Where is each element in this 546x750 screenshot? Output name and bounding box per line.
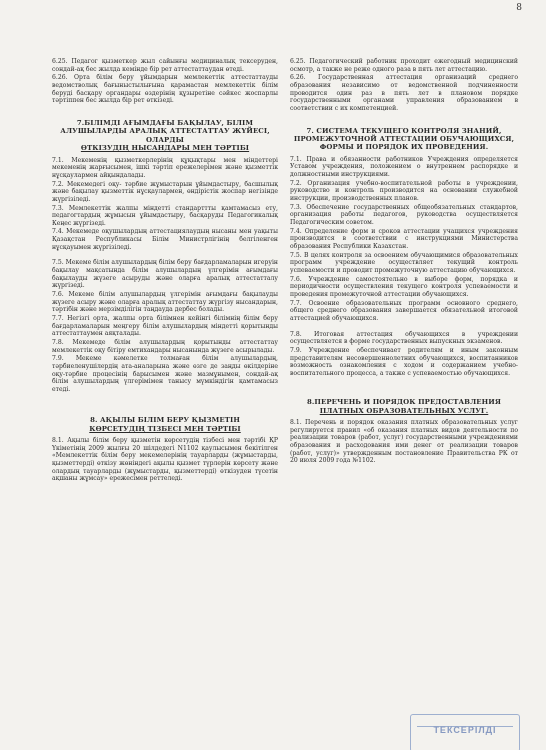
- paragraph: 7.5. В целях контроля за освоением обучающимися образовательных программ учреждение осуществляет текущий контроль успеваемости и проводит промежуточную аттестацию обучающихся.: [290, 251, 518, 274]
- section-heading-underlined: ӨТКІЗУДІҢ НЫСАНДАРЫ МЕН ТӘРТІБІ: [80, 144, 250, 153]
- paragraph: 7.7. Освоение образовательных программ основного среднего, общего среднего образования завершается обязательной итоговой аттестацией обучающихся.: [290, 299, 518, 322]
- section-heading-text: 7.БІЛІМДІ АҒЫМДАҒЫ БАҚЫЛАУ, БІЛІМ АЛУШЫЛАРДЫ АРАЛЫҚ АТТЕСТАТТАУ ЖҮЙЕСІ, ОЛАРДЫ: [60, 118, 270, 144]
- page-number: 8: [516, 3, 522, 13]
- section-heading-underlined: КӨРСЕТУДІҢ ТІЗБЕСІ МЕН ТӘРТІБІ: [89, 424, 241, 433]
- paragraph: 7.5. Мекеме білім алушылардың білім беру бағдарламаларын игеруін бақылау мақсатында білім алушылардың үлгерімін ағымдағы бақылауды жүзеге асыруды және оларға аралық аттестатталу жүргізеді.: [52, 259, 278, 290]
- section-heading-text: 7. СИСТЕМА ТЕКУЩЕГО КОНТРОЛЯ ЗНАНИЙ, ПРОМЕЖУТОЧНОЙ АТТЕСТАЦИИ ОБУЧАЮЩИХСЯ, ФОРМЫ И ПОРЯДОК ИХ ПРОВЕДЕНИЯ.: [293, 126, 515, 152]
- paragraph: 7.3. Обеспечение государственных общеобязательных стандартов, организация работы педагогов, руководства осуществляется Педагогическим советом.: [290, 203, 518, 226]
- paragraph: 7.7. Негізгі орта, жалпы орта білімнен кейінгі білімнің білім беру бағдарламаларын меңгеру білім алушылардың міндетті қорытынды аттестаттаумен аяқталады.: [52, 314, 278, 338]
- russian-column: [290, 58, 518, 466]
- paragraph: 6.26. Государственная аттестация организаций среднего образования независимо от ведомственной подчиненности проводится один раз в пять лет в плановом порядке государственными органами управления образованием в соответствии с их компетенцией.: [290, 74, 518, 112]
- section-7-heading: [290, 127, 518, 152]
- paragraph: 7.4. Определение форм и сроков аттестации учащихся учреждения производится в соответствии с инструкциями Министерства образования Республики Казахстан.: [290, 227, 518, 250]
- section-heading-text: 8. АҚЫЛЫ БІЛІМ БЕРУ ҚЫЗМЕТІН: [90, 416, 240, 425]
- paragraph: 7.1. Мекеменің қызметкерлерінің құқықтары мен міндеттері мекеменің жарғысымен, ішкі тәртіп ережелерімен және қызметтік нұсқаулармен айқындалады.: [52, 156, 278, 179]
- section-heading-underlined: ПЛАТНЫХ ОБРАЗОВАТЕЛЬНЫХ УСЛУГ.: [319, 406, 489, 415]
- paragraph: 7.3. Мемлекеттік жалпы міндетті стандарттты қамтамасыз ету, педагогтардың жұмысын ұйымдастыру, басқаруды Педагогикалық Кеңес жүргізеді.: [52, 204, 278, 227]
- kazakh-column: [52, 58, 278, 484]
- paragraph: 8.1. Перечень и порядок оказания платных образовательных услуг регулируется правил «об оказания платных видов деятельности по реализации товаров (работ, услуг) государственными учреждениями образования и расходования ими денег от реализации товаров (работ, услуг)» утвержденным постановление Правительства РК от 20 июля 2009 года №1102.: [290, 419, 518, 465]
- verification-stamp: [410, 714, 520, 750]
- section-7-heading: [52, 119, 278, 153]
- section-8-heading: [52, 416, 278, 433]
- paragraph: 6.25. Педагог қызметкер жыл сайынғы медициналық тексеруден, сондай-ақ бес жылда кемінде бір рет аттестаттаудан өтеді.: [52, 58, 278, 73]
- section-8-heading: [290, 398, 518, 415]
- stamp-text: ТЕКСЕРІЛДІ: [433, 725, 497, 735]
- paragraph: 7.6. Мекеме білім алушылардың үлгерімін ағымдағы бақылауды жүзеге асыру және оларға аралық аттестаттау жүргізу нысандарын, тәртібін және мерзімділігін таңдауда дербес болады.: [52, 291, 278, 314]
- paragraph: 6.25. Педагогический работник проходит ежегодный медицинский осмотр, а также не реже одного раза в пять лет аттестацию.: [290, 58, 518, 73]
- paragraph: 7.8. Мекемеде білім алушылардың қорытынды аттестаттау мемлекеттік оқу бітіру емтихандары нысанында жүзеге асырылады.: [52, 338, 278, 354]
- section-heading-text: 8.ПЕРЕЧЕНЬ И ПОРЯДОК ПРЕДОСТАВЛЕНИЯ: [306, 398, 502, 407]
- paragraph: 7.9. Мекеме кәмелетке толмаған білім алушылардың, тәрбиеленушілердің ата-аналарына және өзге де заңды өкілдеріне оқу-тәрбие процесінің барысымен және мазмұнымен, сондай-ақ білім алушылардың үлгерімімен танысу мүмкіндігін қамтамасыз етеді.: [52, 355, 278, 393]
- paragraph: 7.8. Итоговая аттестация обучающихся в учреждении осуществляется в форме государственных выпускных экзаменов.: [290, 330, 518, 346]
- paragraph: 6.26. Орта білім беру ұйымдарын мемлекеттік аттестаттауды ведомстволық бағыныстылығына қарамастан мемлекеттік білім беруді басқару органдары өздерінің құзыретіне сәйкес жоспарлы тәртіппен бес жылда бір рет өткізеді.: [52, 74, 278, 105]
- paragraph: 7.6. Учреждение самостоятельно в выборе форм, порядка и периодичности осуществления текущего контроля успеваемости и проведения промежуточной аттестации обучающихся.: [290, 275, 518, 298]
- paragraph: 7.1. Права и обязанности работников Учреждения определяется Уставом учреждения, положением о внутреннем распорядке и должностными инструкциями.: [290, 155, 518, 178]
- paragraph: 7.4. Мекемеде оқушылардың аттестациялаудың нысаны мен уақыты Қазақстан Республикасы Білім Министрлігінің белгіленген нұсқауымен жүргізіледі.: [52, 228, 278, 251]
- paragraph: 7.9. Учреждение обеспечивает родителям и иным законным представителям несовершеннолетних обучающихся, воспитанников возможность ознакомления с ходом и содержанием учебно-воспитательного процесса, а также с успеваемостью обучающихся.: [290, 346, 518, 377]
- paragraph: 8.1. Ақылы білім беру қызметін көрсетудің тізбесі мен тәртібі ҚР Үкіметінің 2009 жылғы 20 шілдедегі N1102 қаулысымен бекітілген «Мемлекеттік білім беру мекемелерінің тауарларды (жұмыстарды, қызметтерді) өткізу жөніндегі ақылы қызмет түрлерін көрсету және олардың тауарларды (жұмыстарды, қызметтерді) өткізуден түсетін ақшаны жұмсау» ережесімен реттеледі.: [52, 437, 278, 483]
- paragraph: 7.2. Организация учебно-воспитательной работы в учреждении, руководство и контроль производится на основании служебной инструкции, производственных планов.: [290, 179, 518, 202]
- paragraph: 7.2. Мекемедегі оқу- тәрбие жұмыстарын ұйымдастыру, басшылық және бақылау қызметтік нұсқаулармен, өндірістік жоспар негізінде жүргізіледі.: [52, 180, 278, 203]
